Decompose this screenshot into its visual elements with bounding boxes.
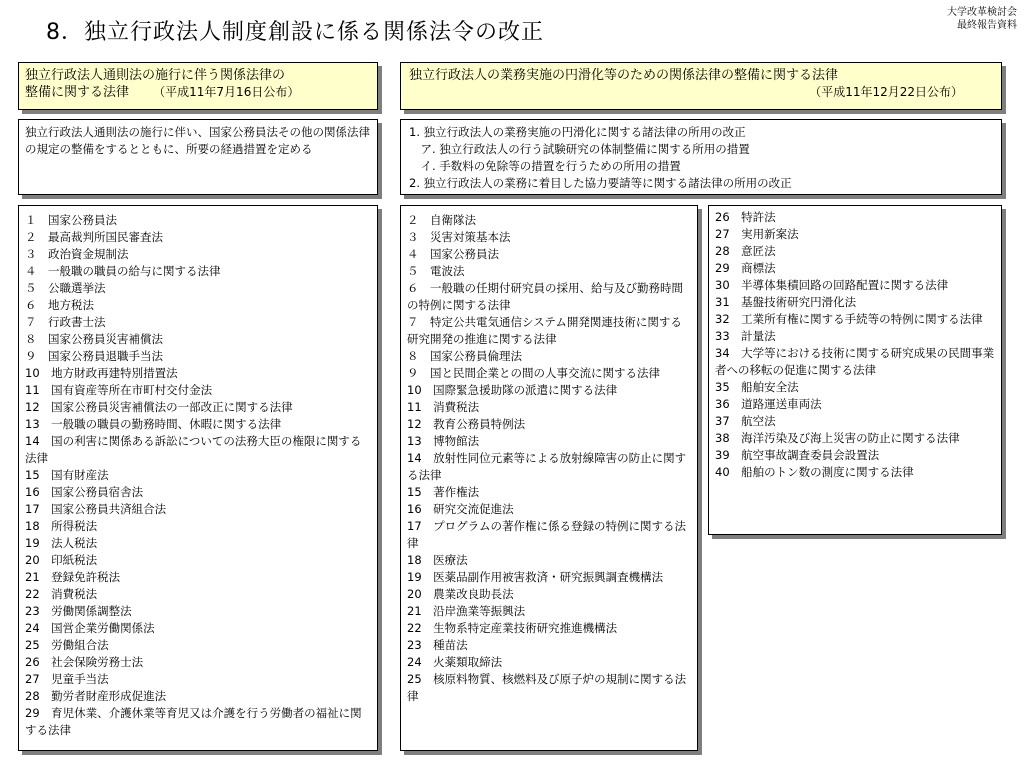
right-law-list-2 xyxy=(708,205,1002,535)
law-list-item: 13 一般職の職員の勤務時間、休暇に関する法律 xyxy=(25,417,282,431)
law-list-item: 35 船舶安全法 xyxy=(715,380,799,394)
law-list-item: 36 道路運送車両法 xyxy=(715,397,822,411)
law-list-item: 38 海洋汚染及び海上災害の防止に関する法律 xyxy=(715,431,960,445)
right-law-list-1 xyxy=(400,205,698,751)
right-description-line-4: 2. 独立行政法人の業務に着目した協力要請等に関する諸法律の所用の改正 xyxy=(409,176,792,190)
law-list-item: 27 児童手当法 xyxy=(25,672,109,686)
law-list-item: 17 国家公務員共済組合法 xyxy=(25,502,167,516)
law-list-item: 26 特許法 xyxy=(715,210,776,224)
law-list-item: 28 勤労者財産形成促進法 xyxy=(25,689,167,703)
law-list-item: ９ 国家公務員退職手当法 xyxy=(25,349,163,363)
page-title: 8．独立行政法人制度創設に係る関係法令の改正 xyxy=(46,20,544,45)
law-list-item: ４ 国家公務員法 xyxy=(407,247,499,261)
law-list-item: 40 船舶のトン数の測度に関する法律 xyxy=(715,465,914,479)
right-header-date: （平成11年12月22日公布） xyxy=(809,85,963,99)
law-list-item: 12 教育公務員特例法 xyxy=(407,417,526,431)
law-list-item: 19 法人税法 xyxy=(25,536,98,550)
law-list-item: ３ 災害対策基本法 xyxy=(407,230,511,244)
left-header-line2 xyxy=(25,84,371,101)
law-list-item: 39 航空事故調査委員会設置法 xyxy=(715,448,880,462)
right-description-box xyxy=(400,119,1002,195)
left-header-title-rest: 整備に関する法律 xyxy=(25,85,130,100)
law-list-item: 27 実用新案法 xyxy=(715,227,799,241)
law-list-item: 13 博物館法 xyxy=(407,434,480,448)
law-list-item: 25 労働組合法 xyxy=(25,638,109,652)
law-list-item: ６ 地方税法 xyxy=(25,298,94,312)
law-list-item: 12 国家公務員災害補償法の一部改正に関する法律 xyxy=(25,400,293,414)
law-list-item: 26 社会保険労務士法 xyxy=(25,655,144,669)
law-list-item: ７ 行政書士法 xyxy=(25,315,106,329)
law-list-item: 32 工業所有権に関する手続等の特例に関する法律 xyxy=(715,312,983,326)
law-list-item: 24 火薬類取締法 xyxy=(407,655,503,669)
law-list-item: 14 国の利害に関係ある訴訟についての法務大臣の権限に関する法律 xyxy=(25,434,362,465)
law-list-item: ８ 国家公務員災害補償法 xyxy=(25,332,163,346)
law-list-item: 25 核原料物質、核燃料及び原子炉の規制に関する法律 xyxy=(407,672,687,703)
law-list-item: 22 消費税法 xyxy=(25,587,98,601)
law-list-item: 19 医薬品副作用被害救済・研究振興調査機構法 xyxy=(407,570,664,584)
law-list-item: 11 消費税法 xyxy=(407,400,480,414)
law-list-item: 31 基盤技術研究円滑化法 xyxy=(715,295,857,309)
law-list-item: １ 国家公務員法 xyxy=(25,213,117,227)
law-list-item: 21 登録免許税法 xyxy=(25,570,121,584)
law-list-item: ５ 電波法 xyxy=(407,264,465,278)
law-list-item: 22 生物系特定産業技術研究推進機構法 xyxy=(407,621,618,635)
law-list-item: ５ 公職選挙法 xyxy=(25,281,106,295)
law-list-item: 20 農業改良助長法 xyxy=(407,587,514,601)
law-list-item: 23 労働関係調整法 xyxy=(25,604,132,618)
law-list-item: ６ 一般職の任期付研究員の採用、給与及び勤務時間の特例に関する法律 xyxy=(407,281,683,312)
law-list-item: 14 放射性同位元素等による放射線障害の防止に関する法律 xyxy=(407,451,687,482)
corner-note-line1: 大学改革検討会 xyxy=(947,7,1017,18)
left-header-box xyxy=(18,62,378,110)
law-list-item: 24 国営企業労働関係法 xyxy=(25,621,155,635)
law-list-item: 11 国有資産等所在市町村交付金法 xyxy=(25,383,213,397)
corner-note xyxy=(947,6,1017,32)
law-list-item: 16 研究交流促進法 xyxy=(407,502,514,516)
law-list-item: 34 大学等における技術に関する研究成果の民間事業者への移転の促進に関する法律 xyxy=(715,346,995,377)
right-description-line-2: ア. 独立行政法人の行う試験研究の体制整備に関する所用の措置 xyxy=(409,142,750,156)
law-list-item: 37 航空法 xyxy=(715,414,776,428)
law-list-item: 33 計量法 xyxy=(715,329,776,343)
right-description-line-3: イ. 手数料の免除等の措置を行うための所用の措置 xyxy=(409,159,681,173)
law-list-item: 15 国有財産法 xyxy=(25,468,109,482)
law-list-item: 29 育児休業、介護休業等育児又は介護を行う労働者の福祉に関する法律 xyxy=(25,706,362,737)
law-list-item: 17 プログラムの著作権に係る登録の特例に関する法律 xyxy=(407,519,687,550)
law-list-item: ４ 一般職の職員の給与に関する法律 xyxy=(25,264,221,278)
law-list-item: 10 地方財政再建特別措置法 xyxy=(25,366,178,380)
right-header-box xyxy=(400,62,1002,110)
left-header-line1: 独立行政法人通則法の施行に伴う関係法律の xyxy=(25,68,286,83)
law-list-item: 15 著作権法 xyxy=(407,485,480,499)
law-list-item: ８ 国家公務員倫理法 xyxy=(407,349,522,363)
law-list-item: 20 印紙税法 xyxy=(25,553,98,567)
right-description-line-1: 1. 独立行政法人の業務実施の円滑化に関する諸法律の所用の改正 xyxy=(409,125,746,139)
law-list-item: 29 商標法 xyxy=(715,261,776,275)
law-list-item: 30 半導体集積回路の回路配置に関する法律 xyxy=(715,278,949,292)
law-list-item: 18 医療法 xyxy=(407,553,468,567)
left-law-list xyxy=(18,205,378,751)
law-list-item: 23 種苗法 xyxy=(407,638,468,652)
law-list-item: ３ 政治資金規制法 xyxy=(25,247,129,261)
law-list-item: ２ 最高裁判所国民審査法 xyxy=(25,230,163,244)
law-list-item: 10 国際緊急援助隊の派遣に関する法律 xyxy=(407,383,618,397)
law-list-item: ９ 国と民間企業との間の人事交流に関する法律 xyxy=(407,366,660,380)
law-list-item: 21 沿岸漁業等振興法 xyxy=(407,604,526,618)
right-header-line1: 独立行政法人の業務実施の円滑化等のための関係法律の整備に関する法律 xyxy=(409,68,839,83)
law-list-item: 16 国家公務員宿舎法 xyxy=(25,485,144,499)
corner-note-line2: 最終報告資料 xyxy=(957,20,1017,31)
left-header-date: （平成11年7月16日公布） xyxy=(153,85,300,99)
law-list-item: 18 所得税法 xyxy=(25,519,98,533)
left-description: 独立行政法人通則法の施行に伴い、国家公務員法その他の関係法律の規定の整備をするとともに、所要の経過措置を定める xyxy=(25,125,370,156)
law-list-item: ７ 特定公共電気通信システム開発関連技術に関する研究開発の推進に関する法律 xyxy=(407,315,682,346)
law-list-item: 28 意匠法 xyxy=(715,244,776,258)
left-description-box xyxy=(18,119,378,195)
law-list-item: ２ 自衛隊法 xyxy=(407,213,476,227)
